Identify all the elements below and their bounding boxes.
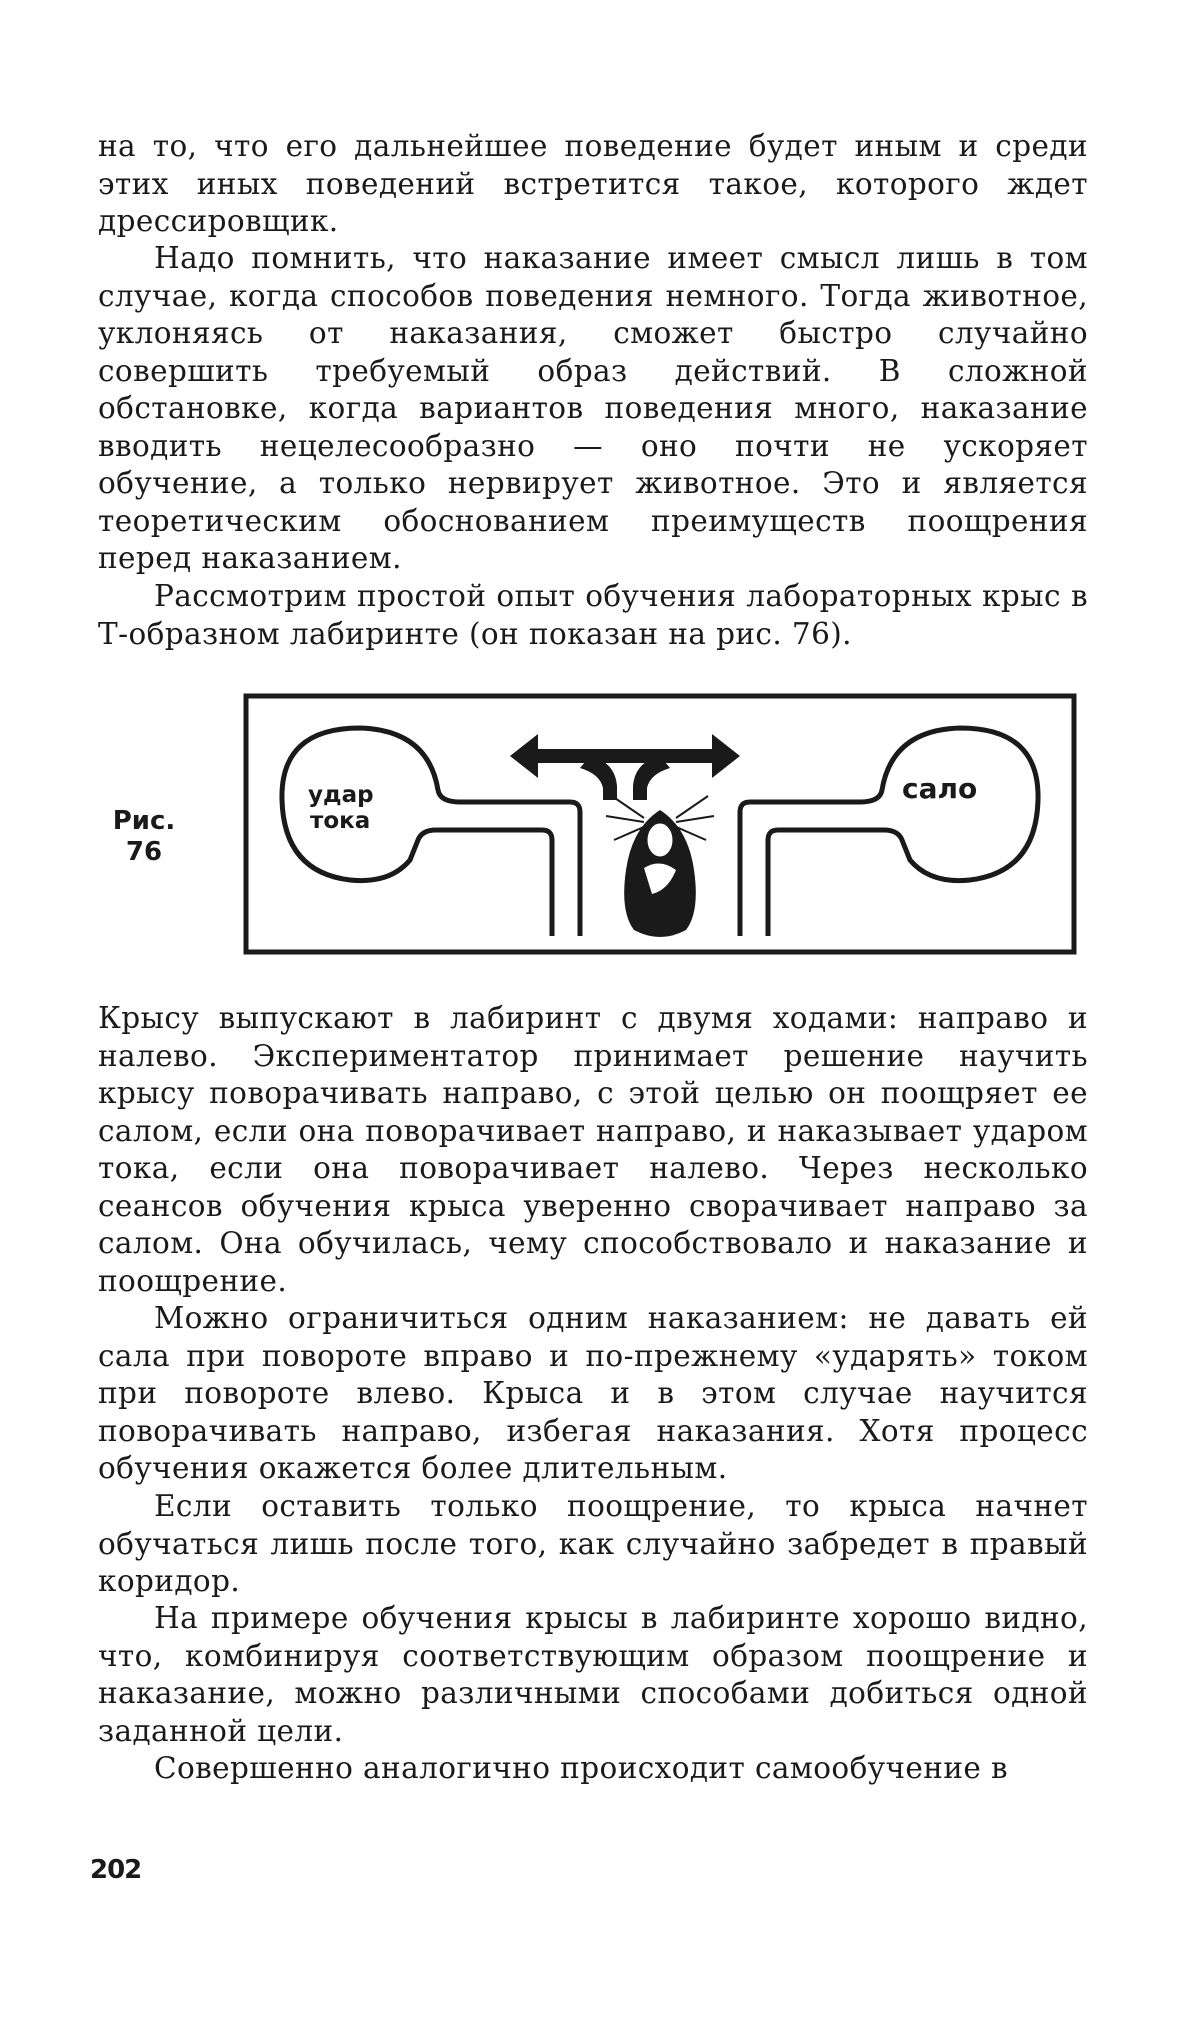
page-number: 202 bbox=[90, 1855, 142, 1885]
figure-caption-number: 76 bbox=[125, 837, 163, 867]
left-label-line2: тока bbox=[310, 808, 371, 834]
paragraph-experiment-description: Крысу выпускают в лабиринт с двумя ходами: направо и налево. Экспериментатор принимает решение научить крысу поворачивать направо, с этой целью он поощряет ее салом, если она поворачивает направо, и наказывает ударом тока, если она поворачивает налево. Через несколько сеансов обучения крыса уверенно сворачивает направо за салом. Она обучилась, чему способствовало и наказание и поощрение. bbox=[98, 1001, 1088, 1298]
right-chamber bbox=[740, 728, 1038, 936]
paragraph-punishment-only: Можно ограничиться одним наказанием: не давать ей сала при повороте вправо и по-прежнему «ударять» током при повороте влево. Крыса и в этом случае научится поворачивать направо, избегая наказания. Хотя процесс обучения окажется более длительным. bbox=[98, 1301, 1088, 1485]
paragraph-experiment-intro: Рассмотрим простой опыт обучения лабораторных крыс в Т-образном лабиринте (он показан на рис. 76). bbox=[98, 579, 1088, 651]
figure-caption-label: Рис. bbox=[112, 806, 176, 836]
paragraph-self-learning: Совершенно аналогично происходит самообучение в bbox=[154, 1751, 1009, 1785]
double-arrow-icon bbox=[510, 734, 740, 800]
t-maze-diagram bbox=[240, 690, 1080, 960]
paragraph-reward-only: Если оставить только поощрение, то крыса начнет обучаться лишь после того, как случайно забредет в правый коридор. bbox=[98, 1489, 1088, 1598]
left-label-line1: удар bbox=[308, 782, 374, 808]
figure-caption bbox=[104, 806, 184, 868]
paragraph-punishment-note: Надо помнить, что наказание имеет смысл лишь в том случае, когда способов поведения немного. Тогда животное, уклоняясь от наказания, сможет быстро случайно совершить требуемый образ действий. В сложной обстановке, когда вариантов поведения много, наказание вводить нецелесообразно — оно почти не ускоряет обучение, а только нервирует животное. Это и является теоретическим обоснованием преимуществ поощрения перед наказанием. bbox=[98, 241, 1088, 575]
paragraph-combination: На примере обучения крысы в лабиринте хорошо видно, что, комбинируя соответствующим образом поощрение и наказание, можно различными способами добиться одной заданной цели. bbox=[98, 1601, 1088, 1748]
t-maze-figure bbox=[240, 690, 1080, 960]
paragraph-continuation: на то, что его дальнейшее поведение будет иным и среди этих иных поведений встретится такое, которого ждет дрессировщик. bbox=[98, 129, 1088, 238]
rat-icon bbox=[606, 796, 714, 937]
right-label: сало bbox=[902, 772, 978, 805]
